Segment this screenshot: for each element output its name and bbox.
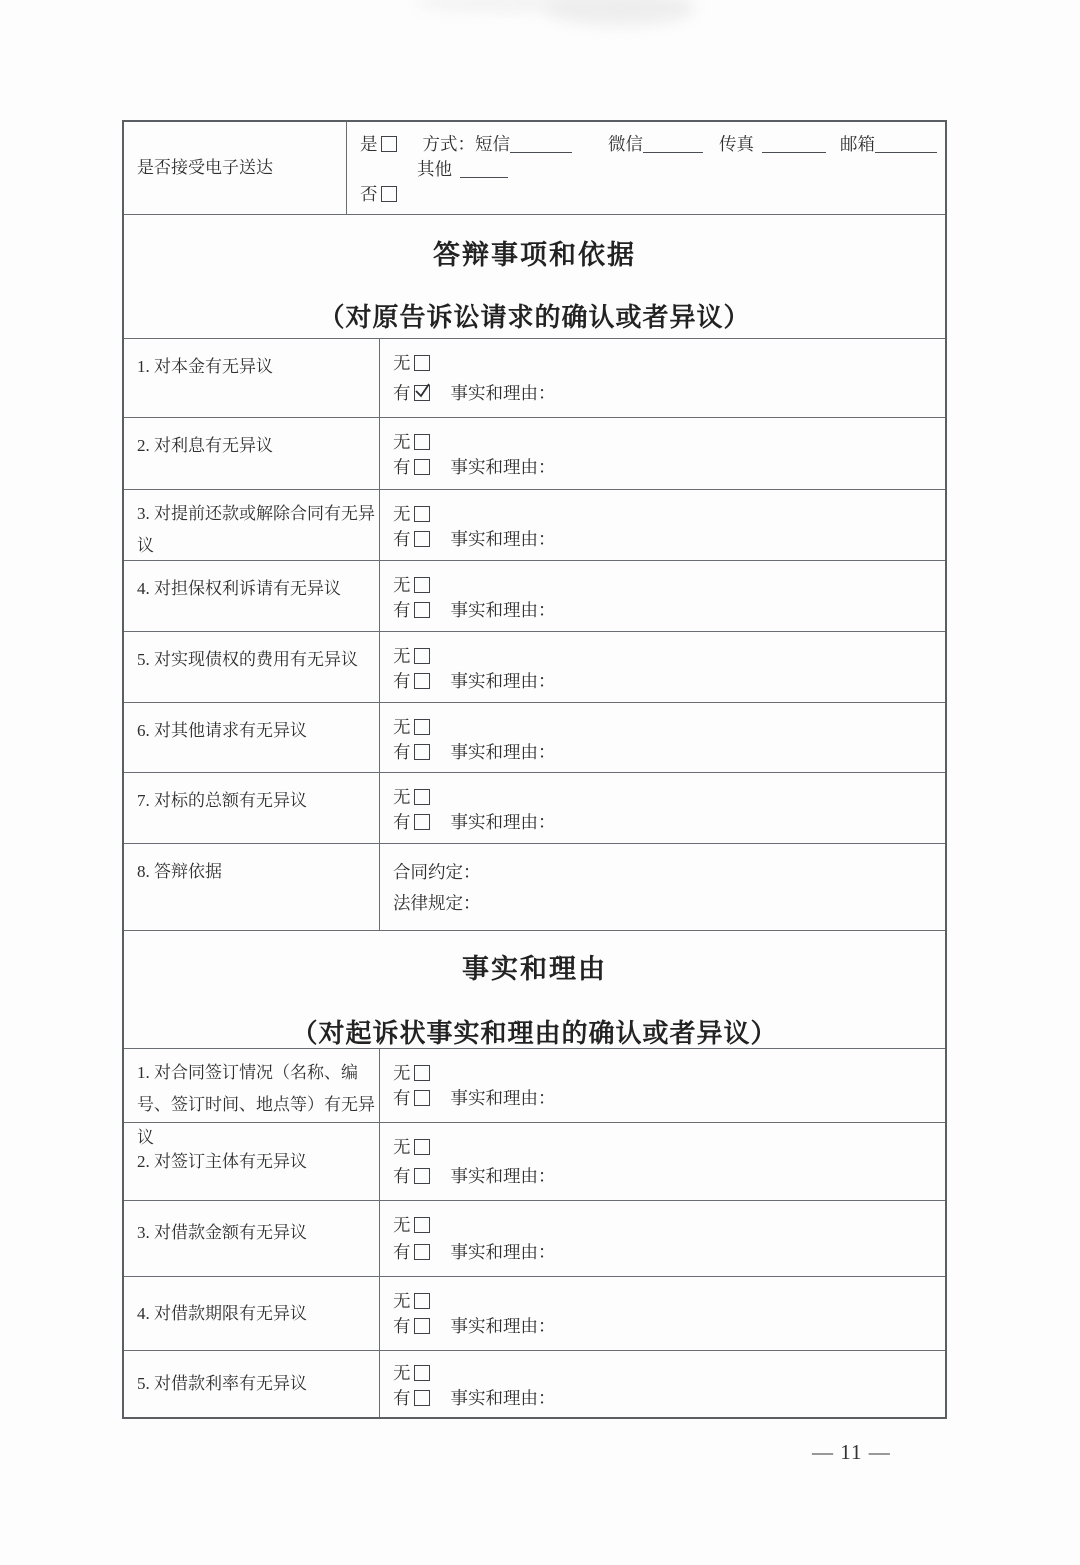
none-label: 无 — [393, 646, 411, 666]
row-label: 6. 对其他请求有无异议 — [124, 703, 380, 772]
row-content — [380, 418, 945, 489]
none-label: 无 — [393, 1291, 411, 1311]
none-label: 无 — [393, 717, 411, 737]
row-content — [380, 561, 945, 631]
have-label: 有 — [393, 812, 411, 832]
table-row — [124, 844, 945, 931]
none-checkbox[interactable] — [414, 648, 430, 664]
have-checkbox[interactable] — [414, 1318, 430, 1334]
row-label: 3. 对提前还款或解除合同有无异议 — [124, 490, 380, 560]
facts-label: 事实和理由： — [450, 1088, 556, 1108]
row-label: 1. 对合同签订情况（名称、编号、签订时间、地点等）有无异议 — [124, 1049, 380, 1122]
none-checkbox[interactable] — [414, 434, 430, 450]
table-row — [124, 1049, 945, 1147]
section2-subtitle: （对起诉状事实和理由的确认或者异议） — [291, 1019, 778, 1048]
row-content — [380, 1201, 945, 1276]
table-row — [124, 1201, 945, 1277]
row-content — [380, 1049, 945, 1122]
page-number: — 11 — — [812, 1440, 891, 1464]
section1-subtitle: （对原告诉讼请求的确认或者异议） — [318, 303, 751, 332]
row-content — [380, 773, 945, 843]
facts-label: 事实和理由： — [450, 457, 556, 477]
table-row — [124, 490, 945, 561]
none-label: 无 — [393, 1063, 411, 1083]
yes-label: 是 — [360, 134, 378, 154]
table-row — [124, 1351, 945, 1417]
have-label: 有 — [393, 1316, 411, 1336]
none-label: 无 — [393, 432, 411, 452]
have-checkbox-checked[interactable] — [414, 385, 430, 401]
have-checkbox[interactable] — [414, 673, 430, 689]
yes-checkbox[interactable] — [381, 136, 397, 152]
other-blank-field[interactable] — [460, 162, 508, 178]
row-content — [380, 339, 945, 417]
have-checkbox[interactable] — [414, 1090, 430, 1106]
have-label: 有 — [393, 1166, 411, 1186]
none-label: 无 — [393, 353, 411, 373]
have-label: 有 — [393, 1088, 411, 1108]
defense-form-table — [122, 120, 947, 1419]
row-label: 1. 对本金有无异议 — [124, 339, 380, 417]
none-checkbox[interactable] — [414, 1293, 430, 1309]
service-no-line — [360, 181, 937, 206]
have-label: 有 — [393, 383, 411, 403]
row-label — [124, 122, 347, 214]
service-yes-line — [360, 131, 937, 156]
none-label: 无 — [393, 575, 411, 595]
contract-terms-label: 合同约定： — [393, 862, 481, 882]
have-label: 有 — [393, 671, 411, 691]
table-row — [124, 703, 945, 773]
email-blank-field[interactable] — [875, 137, 937, 153]
table-row — [124, 632, 945, 703]
none-checkbox[interactable] — [414, 1065, 430, 1081]
have-checkbox[interactable] — [414, 814, 430, 830]
none-checkbox[interactable] — [414, 355, 430, 371]
legal-provisions-label: 法律规定： — [393, 893, 481, 913]
none-checkbox[interactable] — [414, 719, 430, 735]
none-checkbox[interactable] — [414, 506, 430, 522]
have-checkbox[interactable] — [414, 1244, 430, 1260]
other-label: 其他 — [417, 159, 452, 179]
none-checkbox[interactable] — [414, 789, 430, 805]
no-checkbox[interactable] — [381, 186, 397, 202]
have-label: 有 — [393, 1242, 411, 1262]
row-label: 4. 对担保权利诉请有无异议 — [124, 561, 380, 631]
row-content — [380, 703, 945, 772]
section2-header — [124, 931, 945, 1048]
method-email-label: 邮箱 — [840, 134, 875, 154]
section2-header-row — [124, 931, 945, 1049]
service-other-line — [360, 156, 937, 181]
section1-title: 答辩事项和依据 — [433, 240, 636, 270]
row-content — [380, 632, 945, 702]
have-label: 有 — [393, 457, 411, 477]
none-checkbox[interactable] — [414, 1217, 430, 1233]
row-content — [380, 1123, 945, 1200]
none-label: 无 — [393, 1363, 411, 1383]
none-label: 无 — [393, 1215, 411, 1235]
fax-blank-field[interactable] — [762, 137, 826, 153]
method-wechat-label: 微信 — [608, 134, 643, 154]
none-checkbox[interactable] — [414, 1139, 430, 1155]
table-row — [124, 122, 945, 215]
row-content — [380, 1277, 945, 1350]
facts-label: 事实和理由： — [450, 1388, 556, 1408]
have-checkbox[interactable] — [414, 531, 430, 547]
none-checkbox[interactable] — [414, 577, 430, 593]
table-row — [124, 1123, 945, 1201]
facts-label: 事实和理由： — [450, 1166, 556, 1186]
table-row — [124, 561, 945, 632]
table-row — [124, 418, 945, 490]
row-content — [380, 1351, 945, 1417]
have-checkbox[interactable] — [414, 1390, 430, 1406]
facts-label: 事实和理由： — [450, 742, 556, 762]
table-row — [124, 1277, 945, 1351]
facts-label: 事实和理由： — [450, 1316, 556, 1336]
section1-header-row — [124, 215, 945, 339]
row-label: 5. 对借款利率有无异议 — [124, 1351, 380, 1417]
row-label: 2. 对利息有无异议 — [124, 418, 380, 489]
have-label: 有 — [393, 1388, 411, 1408]
row-content — [380, 844, 945, 930]
have-label: 有 — [393, 742, 411, 762]
electronic-service-label: 是否接受电子送达 — [137, 158, 273, 178]
section2-title: 事实和理由 — [462, 954, 607, 984]
have-checkbox[interactable] — [414, 459, 430, 475]
section1-header — [124, 215, 945, 338]
facts-label: 事实和理由： — [450, 383, 556, 403]
row-content — [347, 122, 945, 214]
wechat-blank-field[interactable] — [643, 137, 703, 153]
have-checkbox[interactable] — [414, 602, 430, 618]
row-label: 4. 对借款期限有无异议 — [124, 1277, 380, 1350]
sms-blank-field[interactable] — [510, 137, 572, 153]
facts-label: 事实和理由： — [450, 529, 556, 549]
facts-label: 事实和理由： — [450, 812, 556, 832]
no-label: 否 — [360, 184, 378, 204]
table-row — [124, 339, 945, 418]
none-label: 无 — [393, 1137, 411, 1157]
method-prefix-label: 方式： — [422, 134, 475, 154]
none-checkbox[interactable] — [414, 1365, 430, 1381]
facts-label: 事实和理由： — [450, 671, 556, 691]
method-sms-label: 短信 — [475, 134, 510, 154]
facts-label: 事实和理由： — [450, 600, 556, 620]
row-label: 5. 对实现债权的费用有无异议 — [124, 632, 380, 702]
have-checkbox[interactable] — [414, 744, 430, 760]
have-label: 有 — [393, 529, 411, 549]
row-label: 8. 答辩依据 — [124, 844, 380, 930]
none-label: 无 — [393, 504, 411, 524]
row-label: 2. 对签订主体有无异议 — [124, 1123, 380, 1200]
row-label: 3. 对借款金额有无异议 — [124, 1201, 380, 1276]
have-label: 有 — [393, 600, 411, 620]
facts-label: 事实和理由： — [450, 1242, 556, 1262]
row-label: 7. 对标的总额有无异议 — [124, 773, 380, 843]
method-fax-label: 传真 — [719, 134, 754, 154]
have-checkbox[interactable] — [414, 1168, 430, 1184]
none-label: 无 — [393, 787, 411, 807]
row-content — [380, 490, 945, 560]
table-row — [124, 773, 945, 844]
